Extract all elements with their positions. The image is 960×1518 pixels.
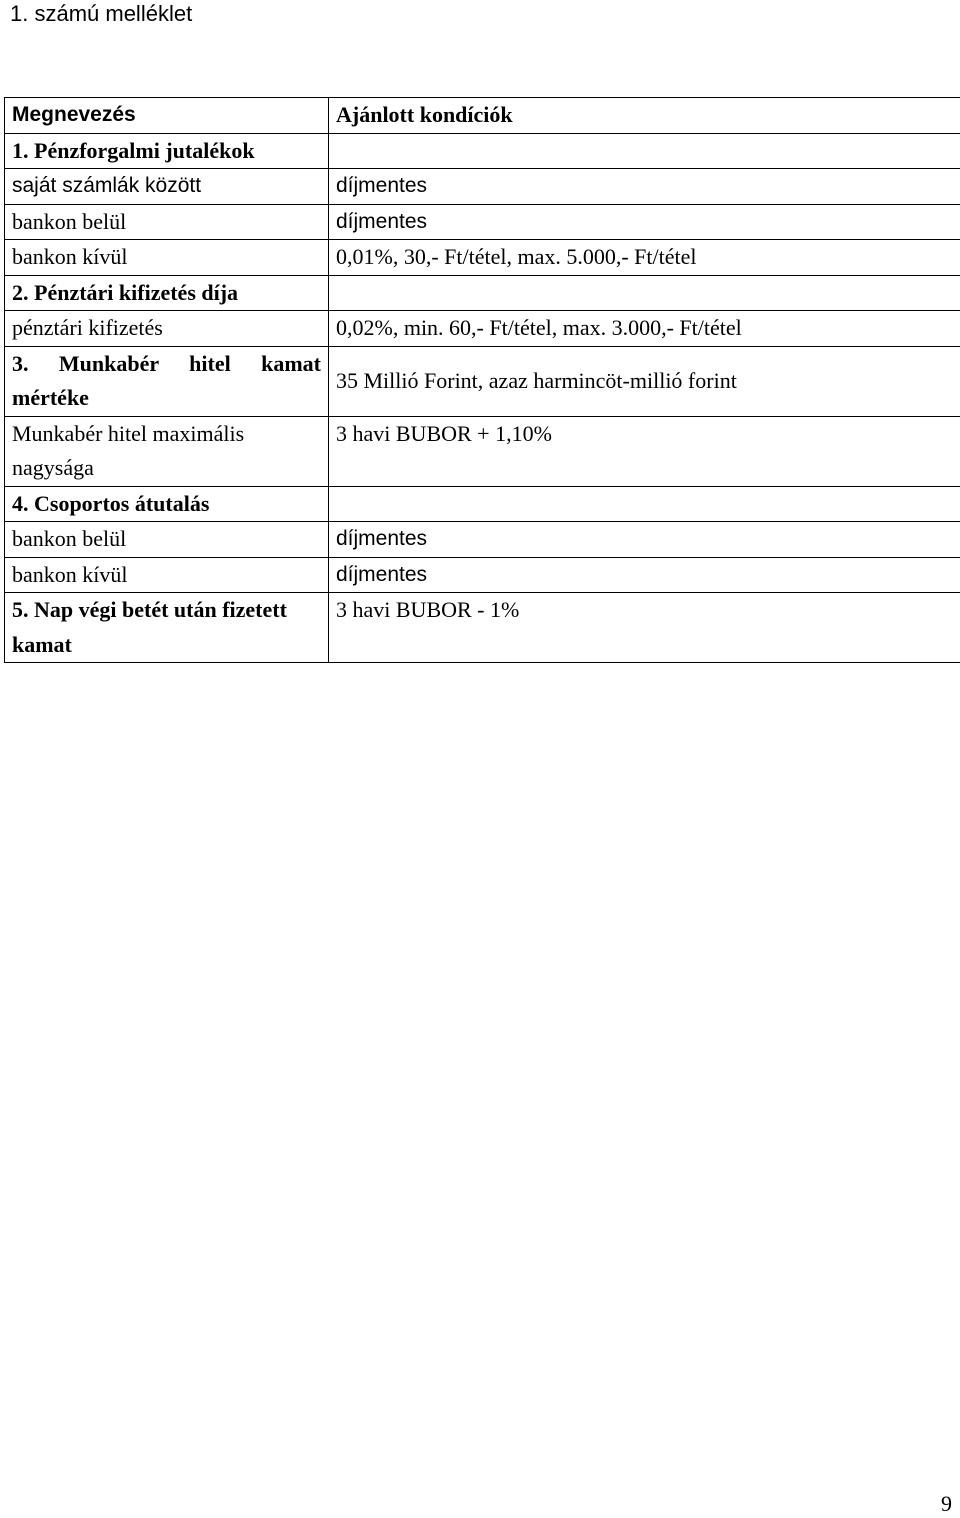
page-number: 9: [941, 1491, 952, 1516]
section-name-cell: 3. Munkabér hitel kamat mértéke: [5, 346, 329, 416]
table-header-row: [5, 98, 960, 134]
table-row: [5, 416, 960, 486]
value-cell: [329, 133, 960, 169]
header-conditions-cell: Ajánlott kondíciók: [329, 98, 960, 134]
table-row: [5, 346, 960, 416]
value-cell: 35 Millió Forint, azaz harmincöt-millió forint: [329, 346, 960, 416]
conditions-table: [4, 97, 960, 663]
name-cell: Munkabér hitel maximális nagysága: [5, 416, 329, 486]
value-cell: 3 havi BUBOR - 1%: [329, 593, 960, 663]
value-cell: 0,01%, 30,- Ft/tétel, max. 5.000,- Ft/tétel: [329, 240, 960, 276]
table-row: [5, 522, 960, 558]
value-cell: díjmentes: [329, 557, 960, 593]
section-name-cell: 4. Csoportos átutalás: [5, 486, 329, 522]
value-cell: díjmentes: [329, 522, 960, 558]
value-cell: 0,02%, min. 60,- Ft/tétel, max. 3.000,- Ft/tétel: [329, 311, 960, 347]
name-cell: bankon belül: [5, 522, 329, 558]
name-cell: bankon kívül: [5, 240, 329, 276]
name-cell: bankon belül: [5, 204, 329, 240]
table-row: [5, 204, 960, 240]
name-cell: saját számlák között: [5, 169, 329, 205]
header-name-cell: Megnevezés: [5, 98, 329, 134]
table-row: [5, 557, 960, 593]
value-cell: 3 havi BUBOR + 1,10%: [329, 416, 960, 486]
value-cell: díjmentes: [329, 204, 960, 240]
section-name-cell: 1. Pénzforgalmi jutalékok: [5, 133, 329, 169]
table-row: [5, 311, 960, 347]
annex-title: 1. számú melléklet: [10, 1, 193, 26]
table-row: [5, 486, 960, 522]
name-cell: bankon kívül: [5, 557, 329, 593]
table-row: [5, 275, 960, 311]
section-name-cell: 5. Nap végi betét után fizetett kamat: [5, 593, 329, 663]
value-cell: [329, 486, 960, 522]
section-name-cell: 2. Pénztári kifizetés díja: [5, 275, 329, 311]
table-row: [5, 133, 960, 169]
name-cell: pénztári kifizetés: [5, 311, 329, 347]
table-row: [5, 240, 960, 276]
table-row: [5, 169, 960, 205]
value-cell: díjmentes: [329, 169, 960, 205]
table-row: [5, 593, 960, 663]
value-cell: [329, 275, 960, 311]
